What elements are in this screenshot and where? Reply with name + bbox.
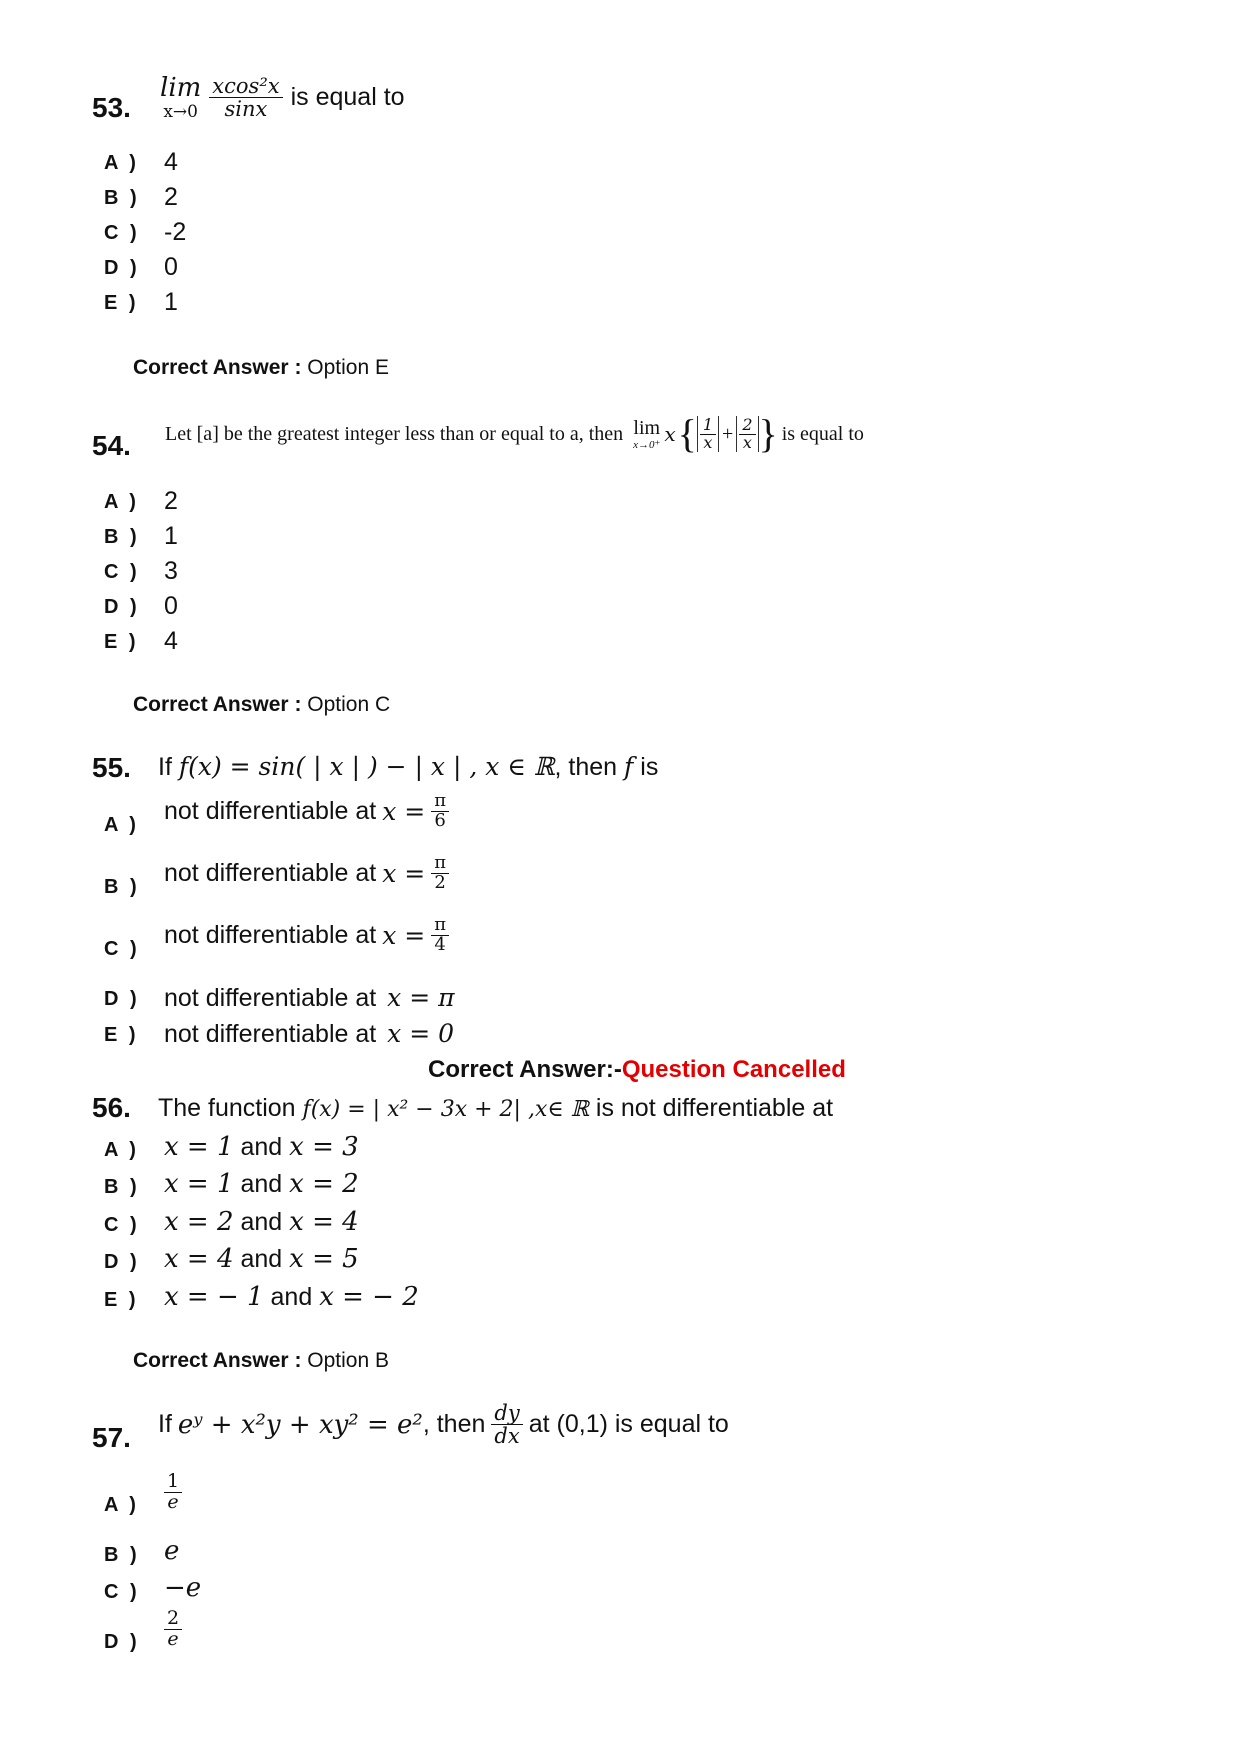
option-label: C ): [104, 938, 140, 960]
greatest-integer-term-2: $\frac{2}{x}$: [736, 416, 758, 453]
option-label: C ): [104, 1214, 140, 1236]
option-value: not differentiable at x = $\frac{\pi}{4}$: [164, 916, 449, 955]
cancelled-status: Question Cancelled: [621, 1056, 846, 1083]
option-value: e: [164, 1536, 180, 1566]
option-label: D ): [104, 988, 140, 1010]
option-value: $\frac{1}{e}$: [164, 1472, 182, 1513]
option-label: E ): [104, 631, 139, 653]
option-value: x = − 1 and x = − 2: [164, 1282, 419, 1312]
option-label: A ): [104, 814, 139, 836]
option-label: B ): [104, 1176, 140, 1198]
option-label: E ): [104, 1024, 139, 1046]
option-label: E ): [104, 292, 139, 314]
option-value: $\frac{2}{e}$: [164, 1609, 182, 1650]
limit-operator: lim x→0⁺: [633, 416, 661, 451]
option-value: 0: [164, 253, 178, 281]
brace-right: }: [758, 411, 778, 456]
option-value: 2: [164, 183, 178, 211]
question-56-answer: Correct Answer : Option B: [133, 1349, 389, 1372]
option-value: not differentiable at x = π: [164, 983, 455, 1012]
option-value: -2: [164, 218, 187, 246]
question-54-number: 54.: [92, 430, 131, 461]
question-54-suffix: is equal to: [781, 422, 864, 445]
question-56-stem: The function f(x) = | x² − 3x + 2| ,x∈ ℝ is not differentiable at: [158, 1094, 834, 1122]
equation-expression: eʸ + x²y + xy² = e²: [177, 1409, 423, 1440]
option-label: B ): [104, 187, 140, 209]
option-value: 4: [164, 627, 178, 655]
limit-fraction: $\frac{\text{xcos²x}}{\sin x}$: [209, 75, 282, 120]
question-54-prefix: Let [a] be the greatest integer less than or equal to a, then: [165, 422, 624, 445]
question-56-number: 56.: [92, 1092, 131, 1123]
question-57-stem: If eʸ + x²y + xy² = e² , then $\frac{dy}{dx}$ at (0,1) is equal to: [158, 1401, 729, 1449]
option-value: 0: [164, 592, 178, 620]
option-value: 3: [164, 557, 178, 585]
question-55-number: 55.: [92, 752, 131, 783]
question-55-stem: If f(x) = sin( | x | ) − | x | , x ∈ ℝ, then f is: [158, 752, 659, 781]
limit-variable: x: [664, 422, 676, 446]
option-label: D ): [104, 1631, 140, 1653]
option-label: C ): [104, 1581, 140, 1603]
option-label: D ): [104, 257, 140, 279]
question-54-stem: [165, 411, 864, 456]
question-53-number: 53.: [92, 92, 131, 123]
question-53-stem: [160, 74, 405, 121]
question-57-number: 57.: [92, 1422, 131, 1453]
question-55-answer: Correct Answer:-Question Cancelled: [428, 1056, 846, 1083]
option-label: A ): [104, 491, 139, 513]
question-54-answer: Correct Answer : Option C: [133, 693, 391, 716]
option-label: B ): [104, 1544, 140, 1566]
option-label: C ): [104, 222, 140, 244]
option-value: 2: [164, 487, 178, 515]
option-label: D ): [104, 596, 140, 618]
option-label: B ): [104, 526, 140, 548]
derivative-fraction: $\frac{dy}{dx}$: [491, 1402, 522, 1447]
option-label: C ): [104, 561, 140, 583]
function-expression: f(x) = | x² − 3x + 2| ,x∈ ℝ: [302, 1097, 589, 1122]
option-label: A ): [104, 152, 139, 174]
option-value: not differentiable at x = $\frac{\pi}{6}$: [164, 792, 449, 831]
greatest-integer-term-1: $\frac{1}{x}$: [697, 416, 719, 453]
brace-left: {: [677, 411, 697, 456]
option-value: x = 2 and x = 4: [164, 1207, 359, 1237]
option-label: A ): [104, 1139, 139, 1161]
plus-sign: +: [722, 422, 734, 445]
option-value: 4: [164, 148, 178, 176]
option-value: not differentiable at x = 0: [164, 1019, 455, 1048]
option-label: E ): [104, 1289, 139, 1311]
option-label: B ): [104, 876, 140, 898]
option-value: −e: [164, 1573, 202, 1603]
option-label: A ): [104, 1494, 139, 1516]
question-53-suffix: is equal to: [290, 83, 405, 112]
question-53-answer: Correct Answer : Option E: [133, 356, 389, 379]
limit-operator: lim x→0: [160, 73, 202, 122]
option-value: x = 1 and x = 2: [164, 1169, 359, 1199]
function-expression: f(x) = sin( | x | ) − | x | , x ∈ ℝ: [178, 752, 555, 781]
option-value: not differentiable at x = $\frac{\pi}{2}$: [164, 854, 449, 893]
option-value: x = 4 and x = 5: [164, 1244, 359, 1274]
option-label: D ): [104, 1251, 140, 1273]
option-value: 1: [164, 522, 178, 550]
option-value: x = 1 and x = 3: [164, 1132, 359, 1162]
option-value: 1: [164, 288, 178, 316]
